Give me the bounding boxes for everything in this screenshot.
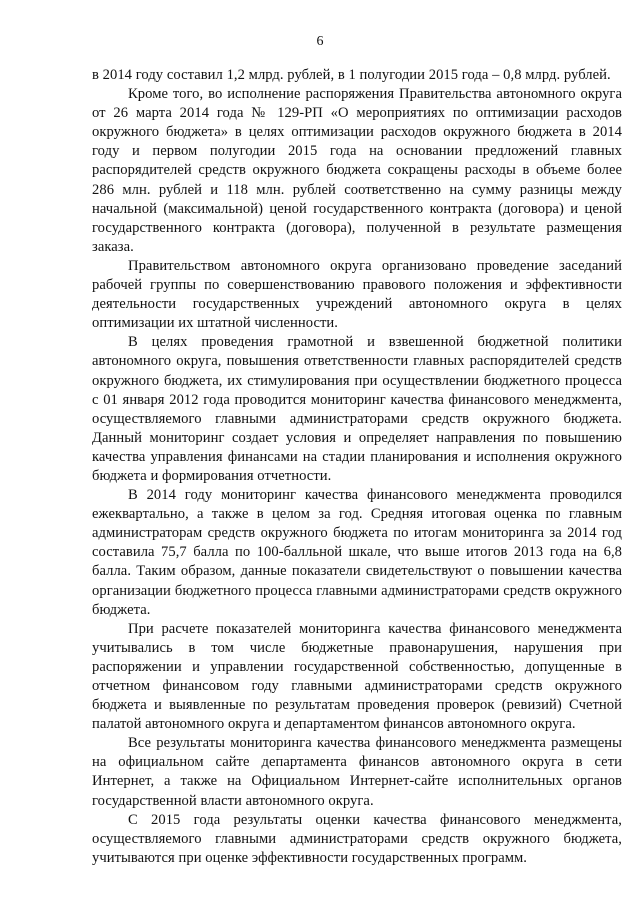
page-number: 6 <box>316 34 324 49</box>
document-body <box>92 66 622 868</box>
paragraph-monitoring-2014: В 2014 году мониторинг качества финансового менеджмента проводился ежеквартально, а также в целом за год. Средняя итоговая оценка по главным администраторам средств окружного бюджета по итогам мониторинга за 2014 год составила 75,7 балла по 100-балльной шкале, что выше итогов 2013 года на 6,8 балла. Таким образом, данные показатели свидетельствуют о повышении качества организации бюджетного процесса главными администраторами средств окружного бюджета. <box>92 487 622 618</box>
paragraph-monitoring-intro: В целях проведения грамотной и взвешенной бюджетной политики автономного округа, повышения ответственности главных распорядителей средств окружного бюджета, их стимулирования при осуществлении бюджетного процесса с 01 января 2012 года проводится мониторинг качества финансового менеджмента, осуществляемого главными администраторами средств окружного бюджета. Данный мониторинг создает условия и определяет направления по повышению качества управления финансами на стадии планирования и исполнения окружного бюджета и формирования отчетности. <box>92 334 622 484</box>
paragraph-results-published: Все результаты мониторинга качества финансового менеджмента размещены на официальном сайте департамента финансов автономного округа в сети Интернет, а также на Официальном Интернет-сайте исполнительных органов государственной власти автономного округа. <box>92 735 622 809</box>
paragraph-working-group: Правительством автономного округа организовано проведение заседаний рабочей группы по совершенствованию правового положения и эффективности деятельности государственных учреждений автономного округа в целях оптимизации их штатной численности. <box>92 257 622 332</box>
paragraph-continuation: в 2014 году составил 1,2 млрд. рублей, в 1 полугодии 2015 года – 0,8 млрд. рублей. <box>92 67 611 83</box>
paragraph-budget-optimization: Кроме того, во исполнение распоряжения Правительства автономного округа от 26 марта 2014 года № 129-РП «О мероприятиях по оптимизации расходов окружного бюджета» в целях оптимизации расходов окружного бюджета в 2014 году и первом полугодии 2015 года на основании предложений главных распорядителей средств окружного бюджета сокращены расходы в объеме более 286 млн. рублей и 118 млн. рублей соответственно на сумму разницы между начальной (максимальной) ценой государственного контракта (договора) и ценой государственного контракта (договора), полученной в результате размещения заказа. <box>92 86 622 255</box>
paragraph-monitoring-indicators: При расчете показателей мониторинга качества финансового менеджмента учитывались в том числе бюджетные правонарушения, нарушения при распоряжении и управлении государственной собственностью, допущенные в отчетном финансовом году главными администраторами средств окружного бюджета и выявленные по результатам проведения проверок (ревизий) Счетной палатой автономного округа и департаментом финансов автономного округа. <box>92 620 622 733</box>
paragraph-2015-results: С 2015 года результаты оценки качества финансового менеджмента, осуществляемого главными администраторами средств окружного бюджета, учитываются при оценке эффективности государственных программ. <box>92 811 622 866</box>
